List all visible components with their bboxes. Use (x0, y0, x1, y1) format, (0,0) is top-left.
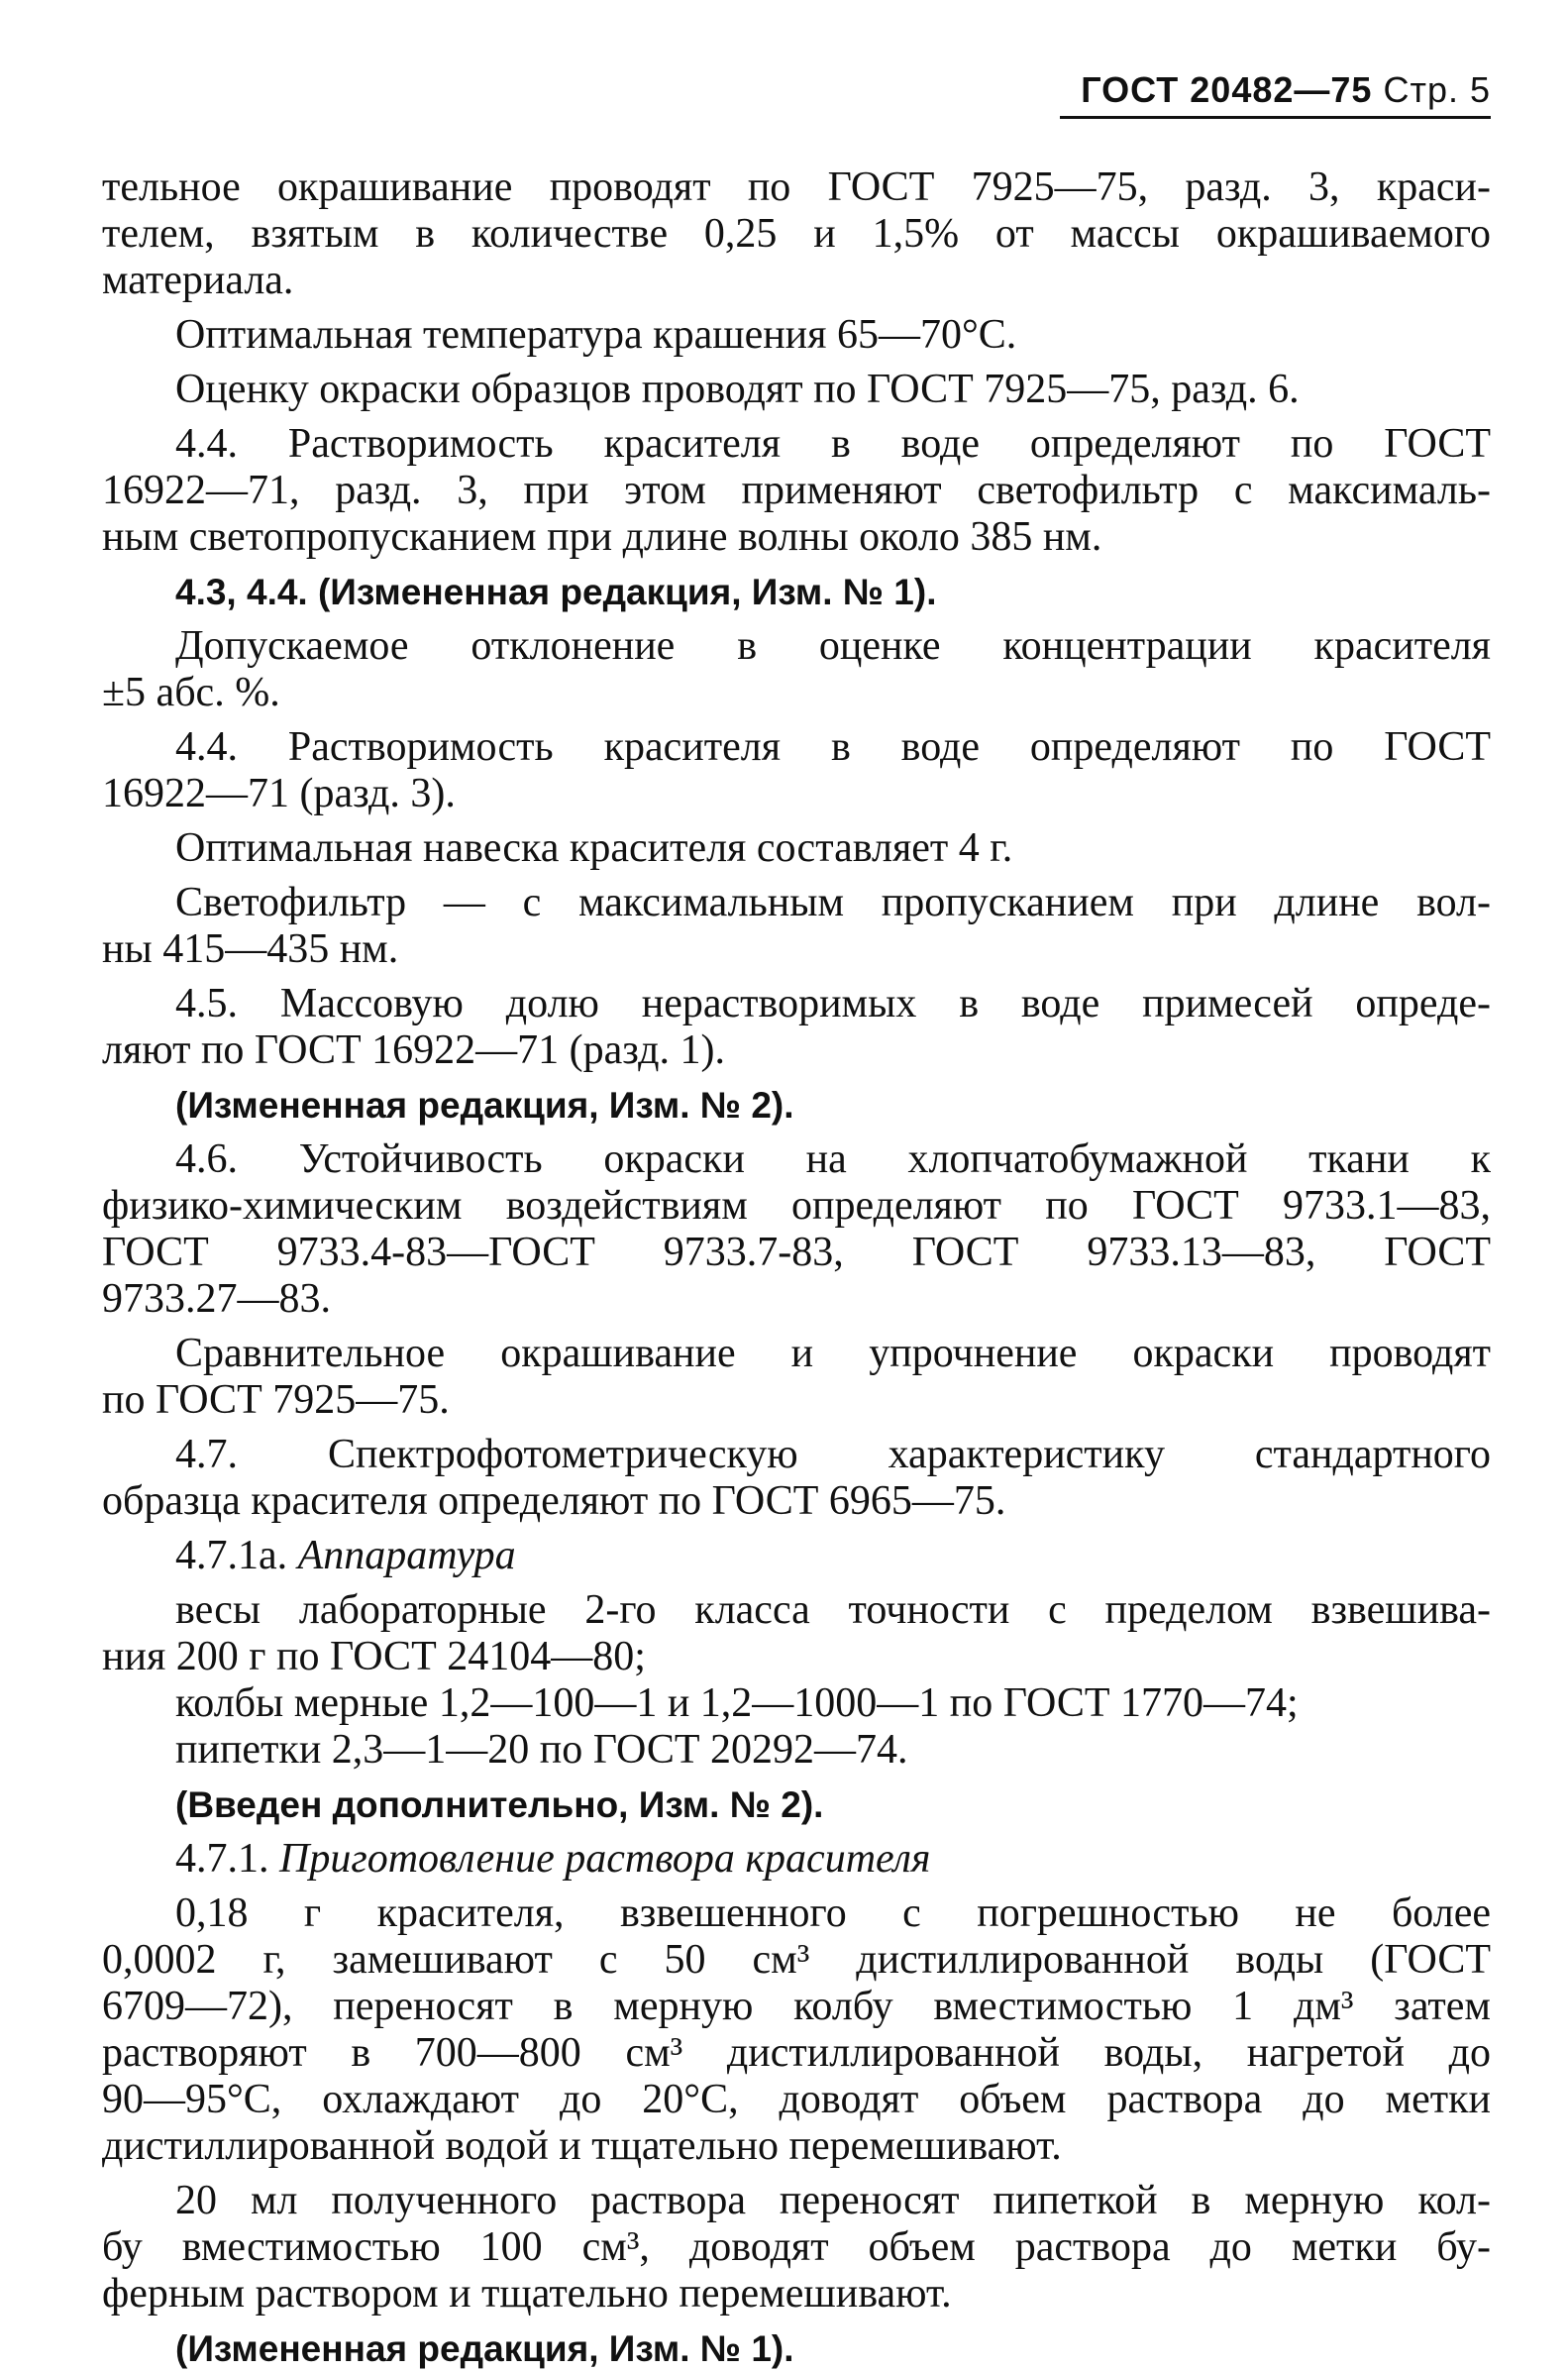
text-line: ГОСТ 9733.4-83—ГОСТ 9733.7-83, ГОСТ 9733.13—83, ГОСТ (102, 1230, 1491, 1275)
amendment-note: (Измененная редакция, Изм. № 2). (175, 1085, 794, 1126)
text-line: 4.6. Устойчивость окраски на хлопчатобумажной ткани к (175, 1136, 1491, 1182)
text-line: ным светопропусканием при длине волны около 385 нм. (102, 514, 1102, 560)
text-line: ляют по ГОСТ 16922—71 (разд. 1). (102, 1027, 725, 1073)
text-line: 4.4. Растворимость красителя в воде определяют по ГОСТ (175, 724, 1491, 770)
amendment-note: 4.3, 4.4. (Измененная редакция, Изм. № 1). (175, 572, 937, 612)
section-heading (102, 1836, 1491, 1883)
text-line: 4.4. Растворимость красителя в воде определяют по ГОСТ (175, 421, 1491, 467)
text-line: растворяют в 700—800 см³ дистиллированной воды, нагретой до (102, 2030, 1491, 2076)
text-line: 4.5. Массовую долю нерастворимых в воде примесей опреде- (175, 981, 1491, 1026)
text-line: тельное окрашивание проводят по ГОСТ 7925—75, разд. 3, краси- (102, 164, 1491, 210)
text-line: Оптимальная навеска красителя составляет 4 г. (175, 825, 1013, 871)
text-line: Оптимальная температура крашения 65—70°С. (175, 312, 1017, 358)
text-line: ны 415—435 нм. (102, 926, 399, 972)
text-line: материала. (102, 258, 294, 303)
section-heading (102, 1533, 1491, 1579)
text-line: 6709—72), переносят в мерную колбу вместимостью 1 дм³ затем (102, 1984, 1491, 2029)
text-line: Светофильтр — с максимальным пропусканием при длине вол- (175, 880, 1491, 925)
text-line: Оценку окраски образцов проводят по ГОСТ 7925—75, разд. 6. (175, 367, 1300, 412)
document-body (102, 164, 1491, 2372)
section-number: 4.7.1. (175, 1836, 279, 1882)
text-line: дистиллированной водой и тщательно перемешивают. (102, 2123, 1062, 2169)
text-line: образца красителя определяют по ГОСТ 6965—75. (102, 1478, 1006, 1524)
page-number: Стр. 5 (1383, 69, 1491, 110)
amendment-note: (Введен дополнительно, Изм. № 2). (175, 1784, 824, 1825)
header-rule (1060, 116, 1491, 119)
text-line: ния 200 г по ГОСТ 24104—80; (102, 1634, 646, 1679)
text-line: Сравнительное окрашивание и упрочнение окраски проводят (175, 1331, 1491, 1376)
text-line: весы лабораторные 2-го класса точности с пределом взвешива- (175, 1587, 1491, 1633)
text-line: 9733.27—83. (102, 1276, 331, 1322)
text-line: колбы мерные 1,2—100—1 и 1,2—1000—1 по ГОСТ 1770—74; (175, 1680, 1299, 1726)
standard-number: ГОСТ 20482—75 (1081, 69, 1373, 110)
text-line: 0,18 г красителя, взвешенного с погрешностью не более (175, 1890, 1491, 1936)
text-line: 0,0002 г, замешивают с 50 см³ дистиллированной воды (ГОСТ (102, 1937, 1491, 1983)
text-line: телем, взятым в количестве 0,25 и 1,5% от массы окрашиваемого (102, 211, 1491, 257)
text-line: 4.7. Спектрофотометрическую характеристику стандартного (175, 1432, 1491, 1477)
amendment-note: (Измененная редакция, Изм. № 1). (175, 2328, 794, 2369)
page-header (1060, 69, 1491, 111)
text-line: 90—95°С, охлаждают до 20°С, доводят объем раствора до метки (102, 2077, 1491, 2122)
text-line: пипетки 2,3—1—20 по ГОСТ 20292—74. (175, 1727, 908, 1773)
text-line: по ГОСТ 7925—75. (102, 1377, 450, 1423)
text-line: бу вместимостью 100 см³, доводят объем раствора до метки бу- (102, 2224, 1491, 2270)
text-line: физико-химическим воздействиям определяют по ГОСТ 9733.1—83, (102, 1183, 1491, 1229)
text-line: ±5 абс. %. (102, 670, 280, 715)
text-line: 20 мл полученного раствора переносят пипеткой в мерную кол- (175, 2178, 1491, 2223)
section-title: Приготовление раствора красителя (279, 1836, 931, 1882)
section-title: Аппаратура (297, 1533, 516, 1578)
text-line: Допускаемое отклонение в оценке концентрации красителя (175, 623, 1491, 669)
section-number: 4.7.1а. (175, 1533, 298, 1578)
text-line: ферным раствором и тщательно перемешивают. (102, 2271, 952, 2317)
text-line: 16922—71 (разд. 3). (102, 771, 456, 816)
text-line: 16922—71, разд. 3, при этом применяют светофильтр с максималь- (102, 468, 1491, 513)
